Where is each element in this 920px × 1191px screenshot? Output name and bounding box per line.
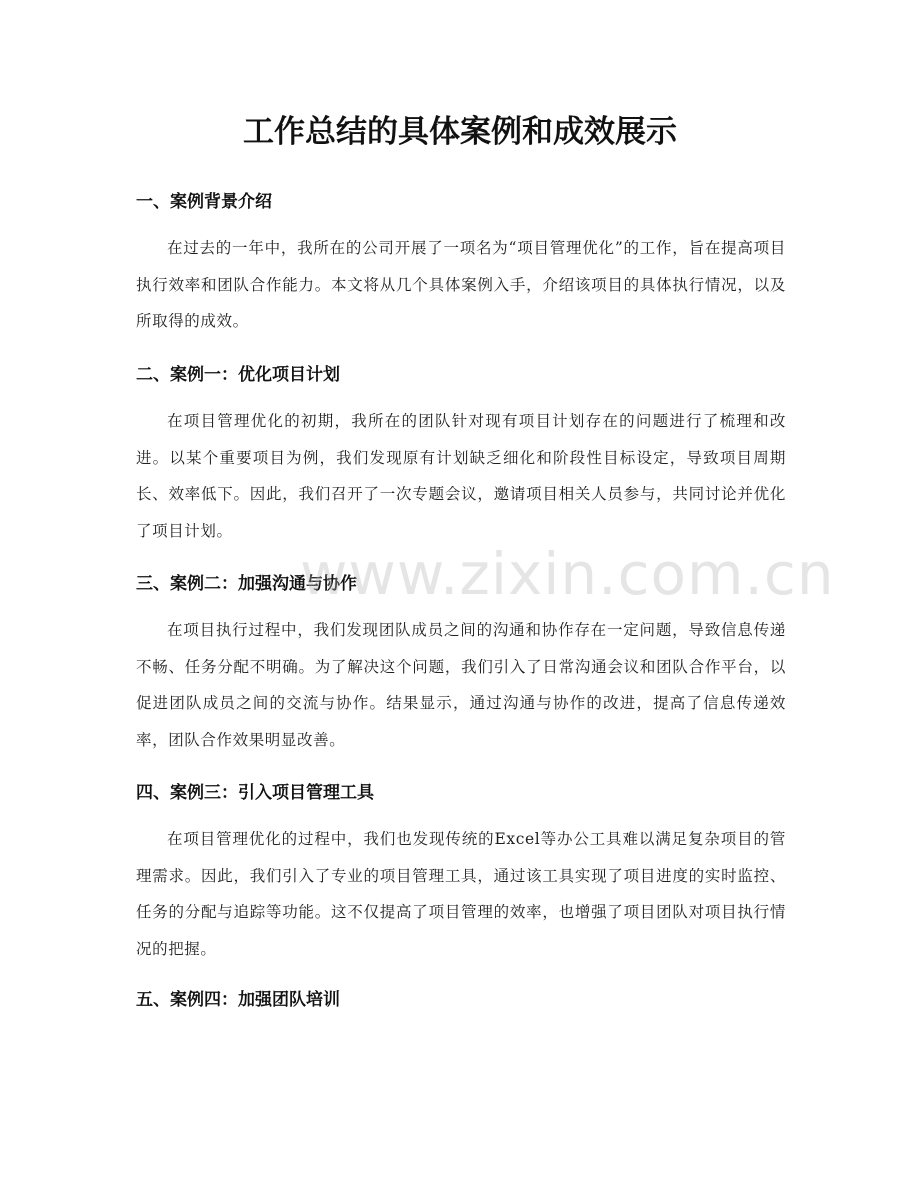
section-case-three — [136, 780, 786, 967]
section-case-two — [136, 571, 786, 758]
section-heading: 四、案例三：引入项目管理工具 — [136, 783, 374, 803]
document-title: 工作总结的具体案例和成效展示 — [243, 114, 677, 150]
section-paragraph: 在项目管理优化的初期，我所在的团队针对现有项目计划存在的问题进行了梳理和改进。以某个重要项目为例，我们发现原有计划缺乏细化和阶段性目标设定，导致项目周期长、效率低下。因此，我们召开了一次专题会议，邀请项目相关人员参与，共同讨论并优化了项目计划。 — [136, 412, 786, 540]
watermark-text: www.zixin.com.cn — [300, 540, 835, 608]
section-background — [136, 189, 786, 340]
section-heading: 二、案例一：优化项目计划 — [136, 365, 340, 385]
section-paragraph: 在项目管理优化的过程中，我们也发现传统的Excel等办公工具难以满足复杂项目的管理需求。因此，我们引入了专业的项目管理工具，通过该工具实现了项目进度的实时监控、任务的分配与追踪等功能。这不仅提高了项目管理的效率，也增强了项目团队对项目执行情况的把握。 — [136, 830, 786, 958]
section-paragraph: 在过去的一年中，我所在的公司开展了一项名为“项目管理优化”的工作，旨在提高项目执行效率和团队合作能力。本文将从几个具体案例入手，介绍该项目的具体执行情况，以及所取得的成效。 — [136, 239, 786, 330]
section-heading: 一、案例背景介绍 — [136, 192, 272, 212]
section-case-one — [136, 362, 786, 549]
section-paragraph: 在项目执行过程中，我们发现团队成员之间的沟通和协作存在一定问题，导致信息传递不畅、任务分配不明确。为了解决这个问题，我们引入了日常沟通会议和团队合作平台，以促进团队成员之间的交流与协作。结果显示，通过沟通与协作的改进，提高了信息传递效率，团队合作效果明显改善。 — [136, 621, 786, 749]
section-heading: 三、案例二：加强沟通与协作 — [136, 574, 357, 594]
section-heading: 五、案例四：加强团队培训 — [136, 990, 340, 1010]
section-case-four — [136, 987, 786, 1013]
